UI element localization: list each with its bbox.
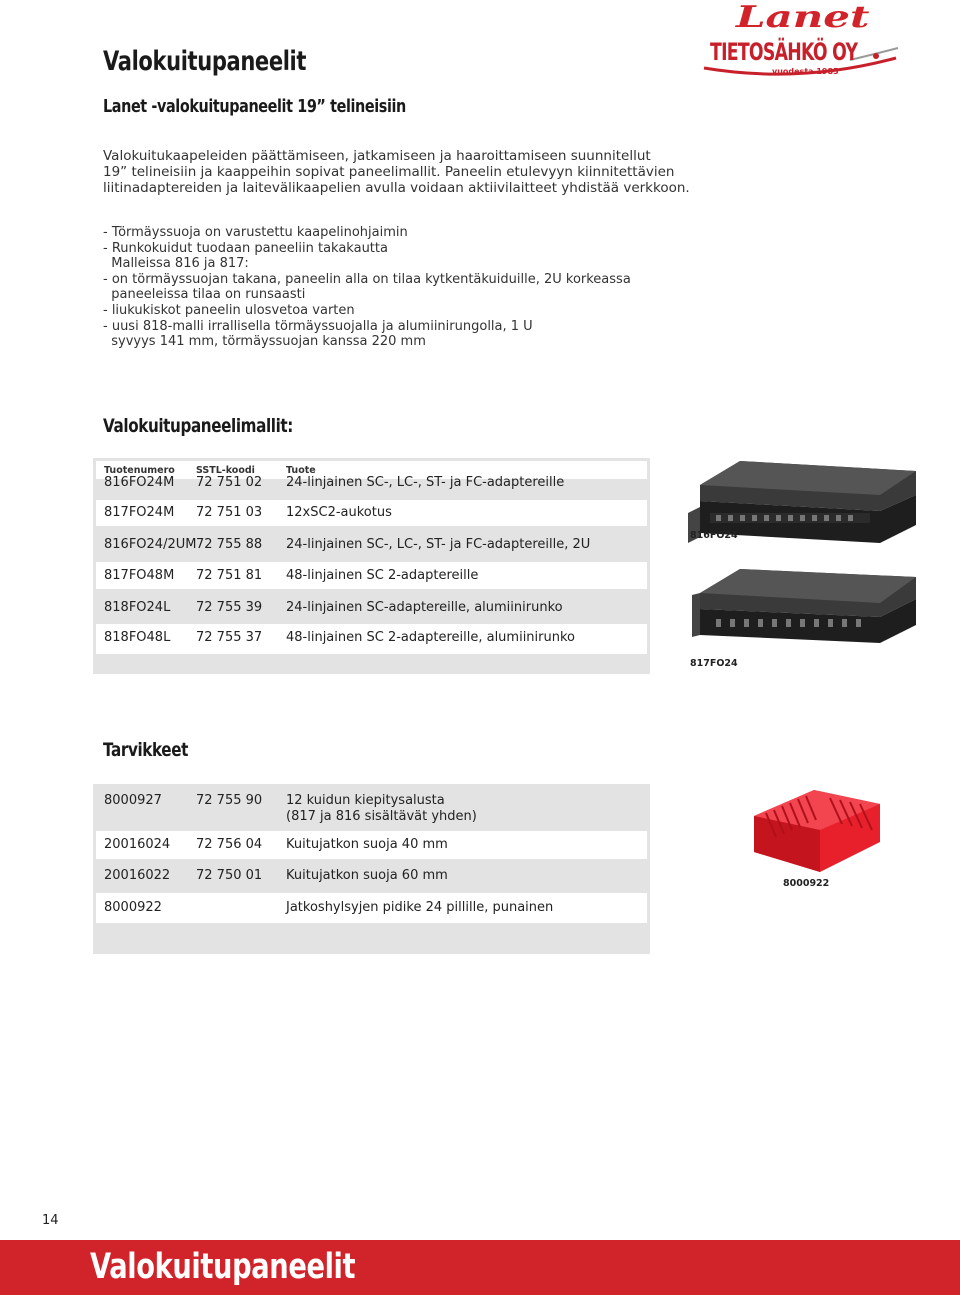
row-product: Kuitujatkon suoja 40 mm — [286, 837, 448, 852]
accessories-heading: Tarvikkeet — [103, 739, 188, 761]
table-row — [96, 473, 647, 494]
row-product: 48-linjainen SC 2-adaptereille, alumiinirunko — [286, 630, 576, 645]
column-header-code: Tuotenumero — [104, 465, 175, 476]
intro-line: liitinadaptereiden ja laitevälikaapelien avulla voidaan aktiivilaitteet yhdistää verkkoon. — [103, 180, 690, 196]
row-code: 816FO24M — [104, 475, 175, 490]
row-code: 817FO24M — [104, 505, 175, 520]
row-code: 8000927 — [104, 793, 162, 808]
accessories-table — [93, 784, 650, 954]
row-product: 24-linjainen SC-, LC-, ST- ja FC-adaptereille, 2U — [286, 537, 591, 552]
company-logo — [700, 0, 905, 85]
row-sstl: 72 755 88 — [196, 537, 263, 552]
footer-title: Valokuitupaneelit — [90, 1247, 356, 1287]
feature-line: paneeleissa tilaa on runsaasti — [103, 287, 306, 303]
table-row — [96, 624, 647, 654]
panel-817-image — [680, 565, 920, 655]
logo-since-text: vuodesta 1985 — [772, 67, 839, 76]
feature-line: - Runkokuidut tuodaan paneeliin takakautta — [103, 240, 388, 256]
table-row — [96, 831, 647, 859]
table-row — [96, 562, 647, 589]
panel-816-caption: 816FO24 — [690, 530, 738, 541]
intro-paragraph — [103, 148, 743, 196]
feature-line: - uusi 818-malli irrallisella törmäyssuojalla ja alumiinirungolla, 1 U — [103, 318, 533, 334]
table-row — [96, 787, 647, 829]
panel-817-caption: 817FO24 — [690, 658, 738, 669]
row-sstl: 72 755 37 — [196, 630, 263, 645]
features-list — [103, 225, 631, 350]
row-product: 48-linjainen SC 2-adaptereille — [286, 568, 479, 583]
feature-line: - on törmäyssuojan takana, paneelin alla on tilaa kytkentäkuiduille, 2U korkeassa — [103, 271, 631, 287]
row-sstl: 72 751 03 — [196, 505, 263, 520]
row-product: 24-linjainen SC-adaptereille, alumiinirunko — [286, 600, 563, 615]
models-heading: Valokuitupaneelimallit: — [103, 415, 293, 437]
row-code: 20016022 — [104, 868, 171, 883]
intro-line: Valokuitukaapeleiden päättämiseen, jatkamiseen ja haaroittamiseen suunnitellut — [103, 148, 651, 164]
logo-company-name: TIETOSÄHKÖ OY — [710, 38, 858, 66]
feature-line: Malleissa 816 ja 817: — [103, 256, 249, 272]
feature-line: - liukukiskot paneelin ulosvetoa varten — [103, 302, 355, 318]
row-code: 20016024 — [104, 837, 171, 852]
table-row — [96, 893, 647, 923]
page-title: Valokuitupaneelit — [103, 46, 307, 77]
feature-line: syvyys 141 mm, törmäyssuojan kanssa 220 mm — [103, 334, 426, 350]
table-row — [96, 532, 647, 558]
row-sstl: 72 750 01 — [196, 868, 263, 883]
models-table — [93, 458, 650, 674]
row-code: 817FO48M — [104, 568, 175, 583]
row-product: Kuitujatkon suoja 60 mm — [286, 868, 448, 883]
row-code: 8000922 — [104, 900, 162, 915]
row-product: 12xSC2-aukotus — [286, 505, 392, 520]
logo-script-text: Lanet — [736, 0, 870, 35]
row-product: 12 kuidun kiepitysalusta — [286, 793, 445, 808]
row-sstl: 72 755 39 — [196, 600, 263, 615]
row-product-note: (817 ja 816 sisältävät yhden) — [286, 809, 477, 824]
row-sstl: 72 751 02 — [196, 475, 263, 490]
row-product: 24-linjainen SC-, LC-, ST- ja FC-adaptereille — [286, 475, 565, 490]
row-code: 818FO48L — [104, 630, 171, 645]
intro-line: 19” telineisiin ja kaappeihin sopivat paneelimallit. Paneelin etulevyyn kiinnitettävien — [103, 164, 675, 180]
page-subtitle: Lanet -valokuitupaneelit 19” telineisiin — [103, 96, 406, 117]
row-sstl: 72 751 81 — [196, 568, 263, 583]
row-sstl: 72 756 04 — [196, 837, 263, 852]
page-number: 14 — [42, 1213, 59, 1228]
table-row — [96, 500, 647, 526]
row-code: 816FO24/2UM — [104, 537, 197, 552]
splice-holder-image — [750, 782, 885, 877]
row-product: Jatkoshylsyjen pidike 24 pillille, punainen — [286, 900, 554, 915]
feature-line: - Törmäyssuoja on varustettu kaapelinohjaimin — [103, 225, 408, 240]
panel-816-image — [680, 455, 920, 565]
row-code: 818FO24L — [104, 600, 171, 615]
table-row — [96, 594, 647, 621]
table-row — [96, 862, 647, 890]
column-header-sstl: SSTL-koodi — [196, 465, 255, 476]
splice-holder-caption: 8000922 — [783, 878, 830, 889]
column-header-product: Tuote — [286, 465, 316, 476]
row-sstl: 72 755 90 — [196, 793, 263, 808]
